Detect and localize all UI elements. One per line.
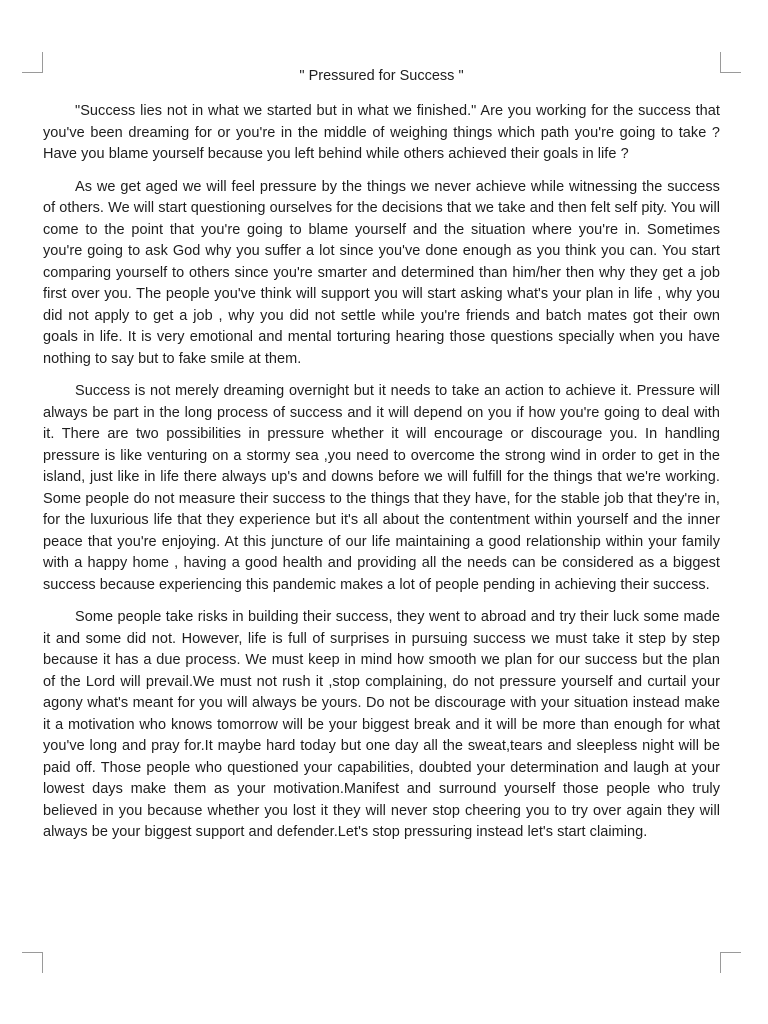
paragraph-4: Some people take risks in building their success, they went to abroad and try their luck some made it and some did not. However, life is full of surprises in pursuing success we must take it step by step because it has a due process. We must keep in mind how smooth we plan for our success but the plan of the Lord will prevail.We must not rush it ,stop complaining, do not pressure yourself and curtail your agony what's meant for you will always be yours. Do not be discourage with your situation instead make it a motivation who knows tomorrow will be your biggest break and it will be more than enough for what you've long and pray for.It maybe hard today but one day all the sweat,tears and sleepless night will be paid off. Those people who questioned your capabilities, doubted your determination and laugh at your lowest days make them as your motivation.Manifest and surround yourself those people who truly believed in you because whether you lost it they will never stop cheering you to try over again they will always be your biggest support and defender.Let's stop pressuring instead let's start claiming. [43, 609, 720, 840]
paragraph-1: "Success lies not in what we started but in what we finished." Are you working for the success that you've been dreaming for or you're in the middle of weighing things which path you're going to take ? Have you blame yourself because you left behind while others achieved their goals in life ? [43, 103, 720, 162]
document-page [43, 66, 720, 855]
paragraph-2: As we get aged we will feel pressure by the things we never achieve while witnessing the success of others. We will start questioning ourselves for the decisions that we take and then felt self pity. You will come to the point that you're going to blame yourself and the situation where you're in. Sometimes you're going to ask God why you suffer a lot since you've done enough as you think you can. You start comparing yourself to others since you're smarter and determined than him/her then why they get a job first over you. The people you've think will support you will start asking what's your plan in life , why you did not apply to get a job , why you did not settle while you're friends and batch mates got their own goals in life. It is very emotional and mental torturing hearing those questions specially when you have nothing to say but to fake smile at them. [43, 178, 720, 367]
page-corner-mark-top-left [22, 52, 43, 73]
page-corner-mark-bottom-right [720, 952, 741, 973]
document-title: " Pressured for Success " [299, 68, 464, 84]
page-corner-mark-top-right [720, 52, 741, 73]
paragraph-3: Success is not merely dreaming overnight but it needs to take an action to achieve it. Pressure will always be part in the long process of success and it will depend on you if how you're going to deal with it. There are two possibilities in pressure whether it will encourage or discourage you. In handling pressure is like venturing on a stormy sea ,you need to overcome the strong wind in order to get in the island, just like in life there always up's and downs before we will fulfill for the things that we're working. Some people do not measure their success to the things that they have, for the stable job that they're in, for the luxurious life that they experience but it's all about the contentment within yourself and the inner peace that you're enjoying. At this juncture of our life maintaining a good relationship within your family with a happy home , having a good health and providing all the needs can be considered as a biggest success because experiencing this pandemic makes a lot of people pending in achieving their success. [43, 383, 720, 593]
page-corner-mark-bottom-left [22, 952, 43, 973]
